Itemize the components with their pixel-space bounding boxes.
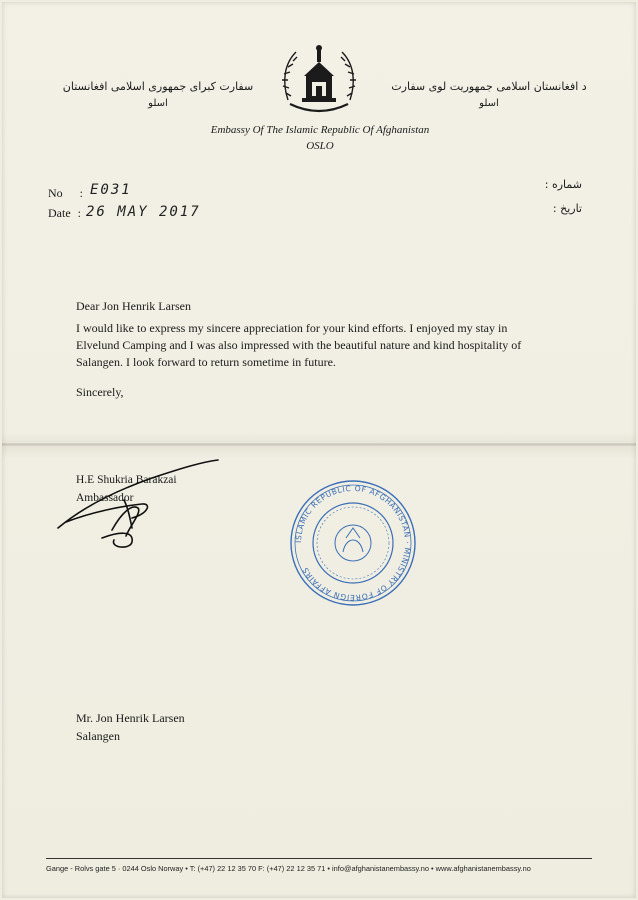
recipient-name: Mr. Jon Henrik Larsen [76, 711, 185, 725]
signature-icon [52, 452, 227, 552]
embassy-name: Embassy Of The Islamic Republic Of Afghanistan [210, 124, 430, 136]
letter-paragraph: I would like to express my sincere appreciation for your kind efforts. I enjoyed my stay in Elvelund Camping and I was also impressed with the beautiful nature and kind hospitality of Salangen. I look forward to return sometime in future. [76, 321, 522, 369]
closing: Sincerely, [76, 385, 124, 399]
reference-no-label: No : [48, 186, 84, 200]
footer-contact: Gange - Rolvs gate 5 · 0244 Oslo Norway • T: (+47) 22 12 35 70 F: (+47) 22 12 35 71 • info@afghanistanembassy.no • www.afghanistanembassy.no [46, 864, 531, 873]
official-seal-icon [288, 478, 418, 608]
header-dari-title: سفارت کبرای جمهوری اسلامی افغانستان [62, 80, 254, 93]
header-pashto-city: اسلو [479, 98, 499, 109]
no-label-dari: شماره : [544, 178, 582, 191]
paper-fold [2, 443, 636, 446]
embassy-english-name [150, 122, 490, 154]
date-label: Date [48, 206, 71, 220]
date-label-group: Date : [48, 206, 81, 220]
afghanistan-emblem-icon [280, 38, 358, 120]
seal-text: ISLAMIC REPUBLIC OF AFGHANISTAN · MINISTRY OF FOREIGN AFFAIRS [293, 483, 413, 603]
header-dari-city: اسلو [148, 98, 168, 109]
no-label: No [48, 186, 63, 200]
signer-title: Ambassador [76, 492, 134, 504]
date-value: 26 MAY 2017 [86, 204, 201, 220]
salutation: Dear Jon Henrik Larsen [76, 299, 191, 313]
svg-text:ISLAMIC REPUBLIC OF AFGHANISTA [294, 484, 412, 602]
header-pashto-title: د افغانستان اسلامی جمهوریت لوی سفارت [391, 80, 587, 93]
recipient-place: Salangen [76, 729, 120, 743]
signer-name: H.E Shukria Barakzai [76, 474, 177, 486]
footer-divider [46, 858, 592, 859]
embassy-city: OSLO [306, 140, 334, 152]
date-label-dari: تاریخ : [552, 202, 582, 215]
reference-no-value: E031 [90, 182, 132, 198]
